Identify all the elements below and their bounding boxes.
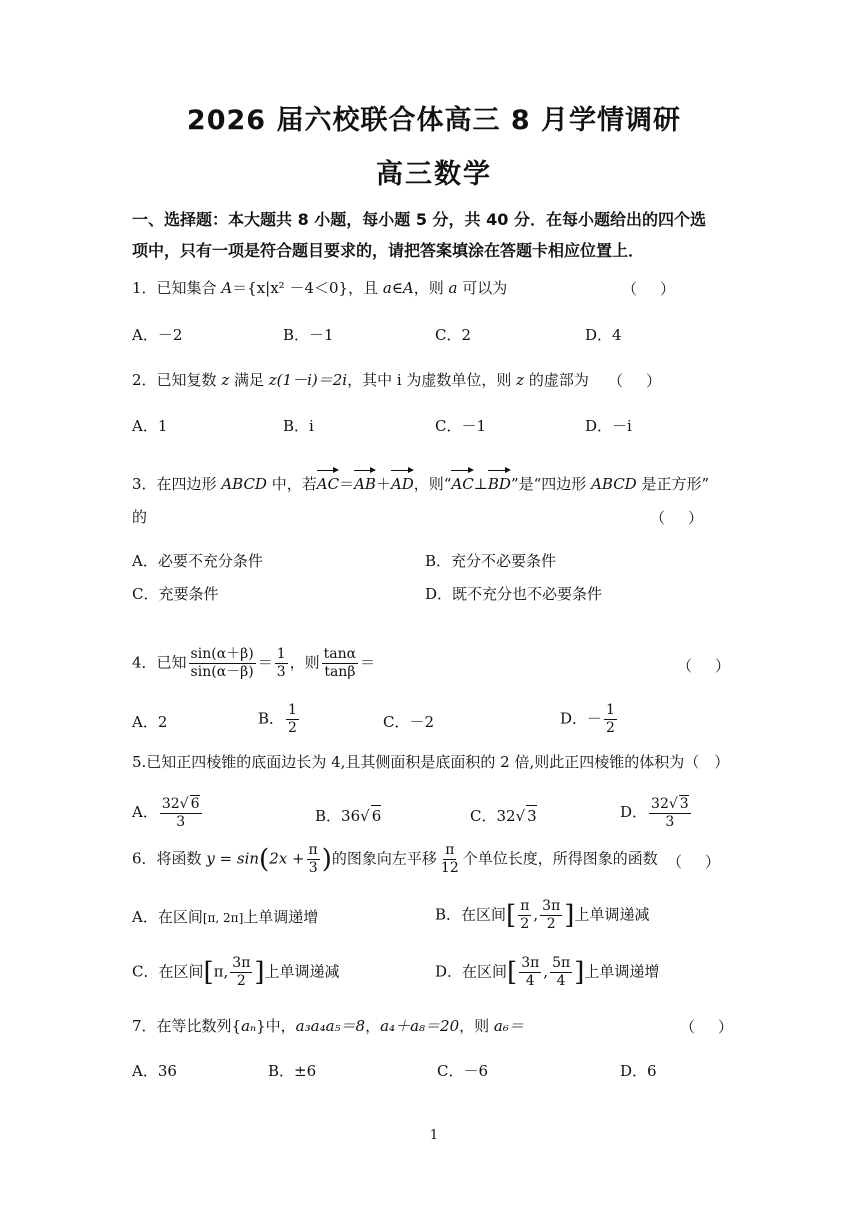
option-5b: B．36√ 6 xyxy=(315,807,382,825)
option-3b: B．充分不必要条件 xyxy=(425,552,557,570)
option-2c: C．－1 xyxy=(435,417,487,435)
option-7a: A．36 xyxy=(132,1062,177,1080)
option-5a: A． $\frac{32√ 6}{3}$ xyxy=(132,796,200,830)
vector-ac: AC xyxy=(316,475,340,493)
option-6d: D．在区间[ $\frac{3\pi}{4}$ , $\frac{5\pi}{4}$ ]上单调递增 xyxy=(435,955,660,989)
fraction: $\frac{1}{3}$ xyxy=(276,646,286,680)
option-1c: C．2 xyxy=(435,326,472,344)
section-instructions xyxy=(132,204,752,266)
option-3c: C．充要条件 xyxy=(132,585,219,603)
option-6c: C．在区间[π, $\frac{3\pi}{2}$ ]上单调递减 xyxy=(132,955,340,989)
option-7c: C．－6 xyxy=(437,1062,489,1080)
answer-blank-6: （ ） xyxy=(667,853,725,871)
option-2a: A．1 xyxy=(132,417,168,435)
option-3d: D．既不充分也不必要条件 xyxy=(425,585,603,603)
option-4a: A．2 xyxy=(132,713,168,731)
option-2d: D．－i xyxy=(585,417,632,435)
question-3-line2: 的 xyxy=(132,508,148,526)
section-instructions-line2: 项中，只有一项是符合题目要求的，请把答案填涂在答题卡相应位置上． xyxy=(132,241,645,260)
option-1a: A．－2 xyxy=(132,326,183,344)
fraction: $\frac{\tan\alpha}{\tan\beta}$ xyxy=(323,646,357,680)
option-7b: B．±6 xyxy=(268,1062,317,1080)
vector-ab: AB xyxy=(354,475,376,493)
option-2b: B．i xyxy=(283,417,314,435)
option-6b: B．在区间[ $\frac{\pi}{2}$ , $\frac{3\pi}{2}$ ]上单调递减 xyxy=(435,898,650,932)
question-1: 1．已知集合 A＝{x|x² －4＜0}，且 a∈A，则 a 可以为 xyxy=(132,279,508,297)
option-4d: D．－ $\frac{1}{2}$ xyxy=(560,702,615,736)
question-5: 5.已知正四棱锥的底面边长为 4,且其侧面积是底面积的 2 倍,则此正四棱锥的体积为（ ） xyxy=(132,753,730,771)
option-4c: C．－2 xyxy=(383,713,435,731)
answer-blank-7: （ ） xyxy=(680,1018,738,1036)
question-4: 4．已知 $\frac{\sin(\alpha+\beta)}{\sin(\alpha-\beta)}$ ＝ $\frac{1}{3}$ ，则 $\frac{\tan\alpha}{\tan\beta}$ ＝ xyxy=(132,646,376,680)
vector-bd: BD xyxy=(487,475,511,493)
fraction: $\frac{\pi}{2}$ xyxy=(520,898,530,932)
option-6a: A．在区间[π, 2π]上单调递增 xyxy=(132,908,319,926)
answer-blank-2: （ ） xyxy=(608,372,666,390)
vector-ac: AC xyxy=(451,475,474,493)
vector-ad: AD xyxy=(390,475,414,493)
fraction: $\frac{5\pi}{4}$ xyxy=(552,955,571,989)
question-2: 2．已知复数 z 满足 z(1－i)＝2i，其中 i 为虚数单位，则 z 的虚部为 xyxy=(132,371,589,389)
fraction: $\frac{3\pi}{4}$ xyxy=(521,955,540,989)
fraction: $\frac{1}{2}$ xyxy=(288,702,297,736)
fraction: $\frac{32√ 6}{3}$ xyxy=(161,796,200,830)
fraction: $\frac{\sin(\alpha+\beta)}{\sin(\alpha-\beta)}$ xyxy=(190,646,254,680)
question-6: 6．将函数 y = sin(2x + $\frac{\pi}{3}$ )的图象向左平移 $\frac{\pi}{12}$ 个单位长度，所得图象的函数 xyxy=(132,842,658,876)
answer-blank-4: （ ） xyxy=(677,657,735,675)
question-3: 3．在四边形 ABCD 中，若AC＝AB＋AD，则“AC⊥BD”是“四边形 ABCD 是正方形” xyxy=(132,475,710,493)
option-7d: D．6 xyxy=(620,1062,657,1080)
option-4b: B． $\frac{1}{2}$ xyxy=(258,702,297,736)
option-1b: B．－1 xyxy=(283,326,334,344)
fraction: $\frac{\pi}{3}$ xyxy=(308,842,318,876)
page-number: 1 xyxy=(429,1128,439,1143)
fraction: $\frac{\pi}{12}$ xyxy=(440,842,459,876)
exam-subject: 高三数学 xyxy=(376,159,492,190)
fraction: $\frac{3\pi}{2}$ xyxy=(232,955,251,989)
option-1d: D．4 xyxy=(585,326,622,344)
fraction: $\frac{32√ 3}{3}$ xyxy=(651,796,689,830)
exam-title: 2026 届六校联合体高三 8 月学情调研 xyxy=(186,105,682,136)
option-5c: C．32√ 3 xyxy=(470,807,537,825)
answer-blank-3: （ ） xyxy=(650,509,708,527)
section-instructions-line1: 一、选择题：本大题共 8 小题，每小题 5 分，共 40 分．在每小题给出的四个选 xyxy=(132,210,706,229)
answer-blank-1: （ ） xyxy=(622,280,680,298)
option-3a: A．必要不充分条件 xyxy=(132,552,263,570)
fraction: $\frac{3\pi}{2}$ xyxy=(542,898,561,932)
fraction: $\frac{1}{2}$ xyxy=(606,702,615,736)
question-7: 7．在等比数列{aₙ}中，a₃a₄a₅＝8，a₄＋a₈＝20，则 a₆＝ xyxy=(132,1017,524,1035)
option-5d: D． $\frac{32√ 3}{3}$ xyxy=(620,796,689,830)
